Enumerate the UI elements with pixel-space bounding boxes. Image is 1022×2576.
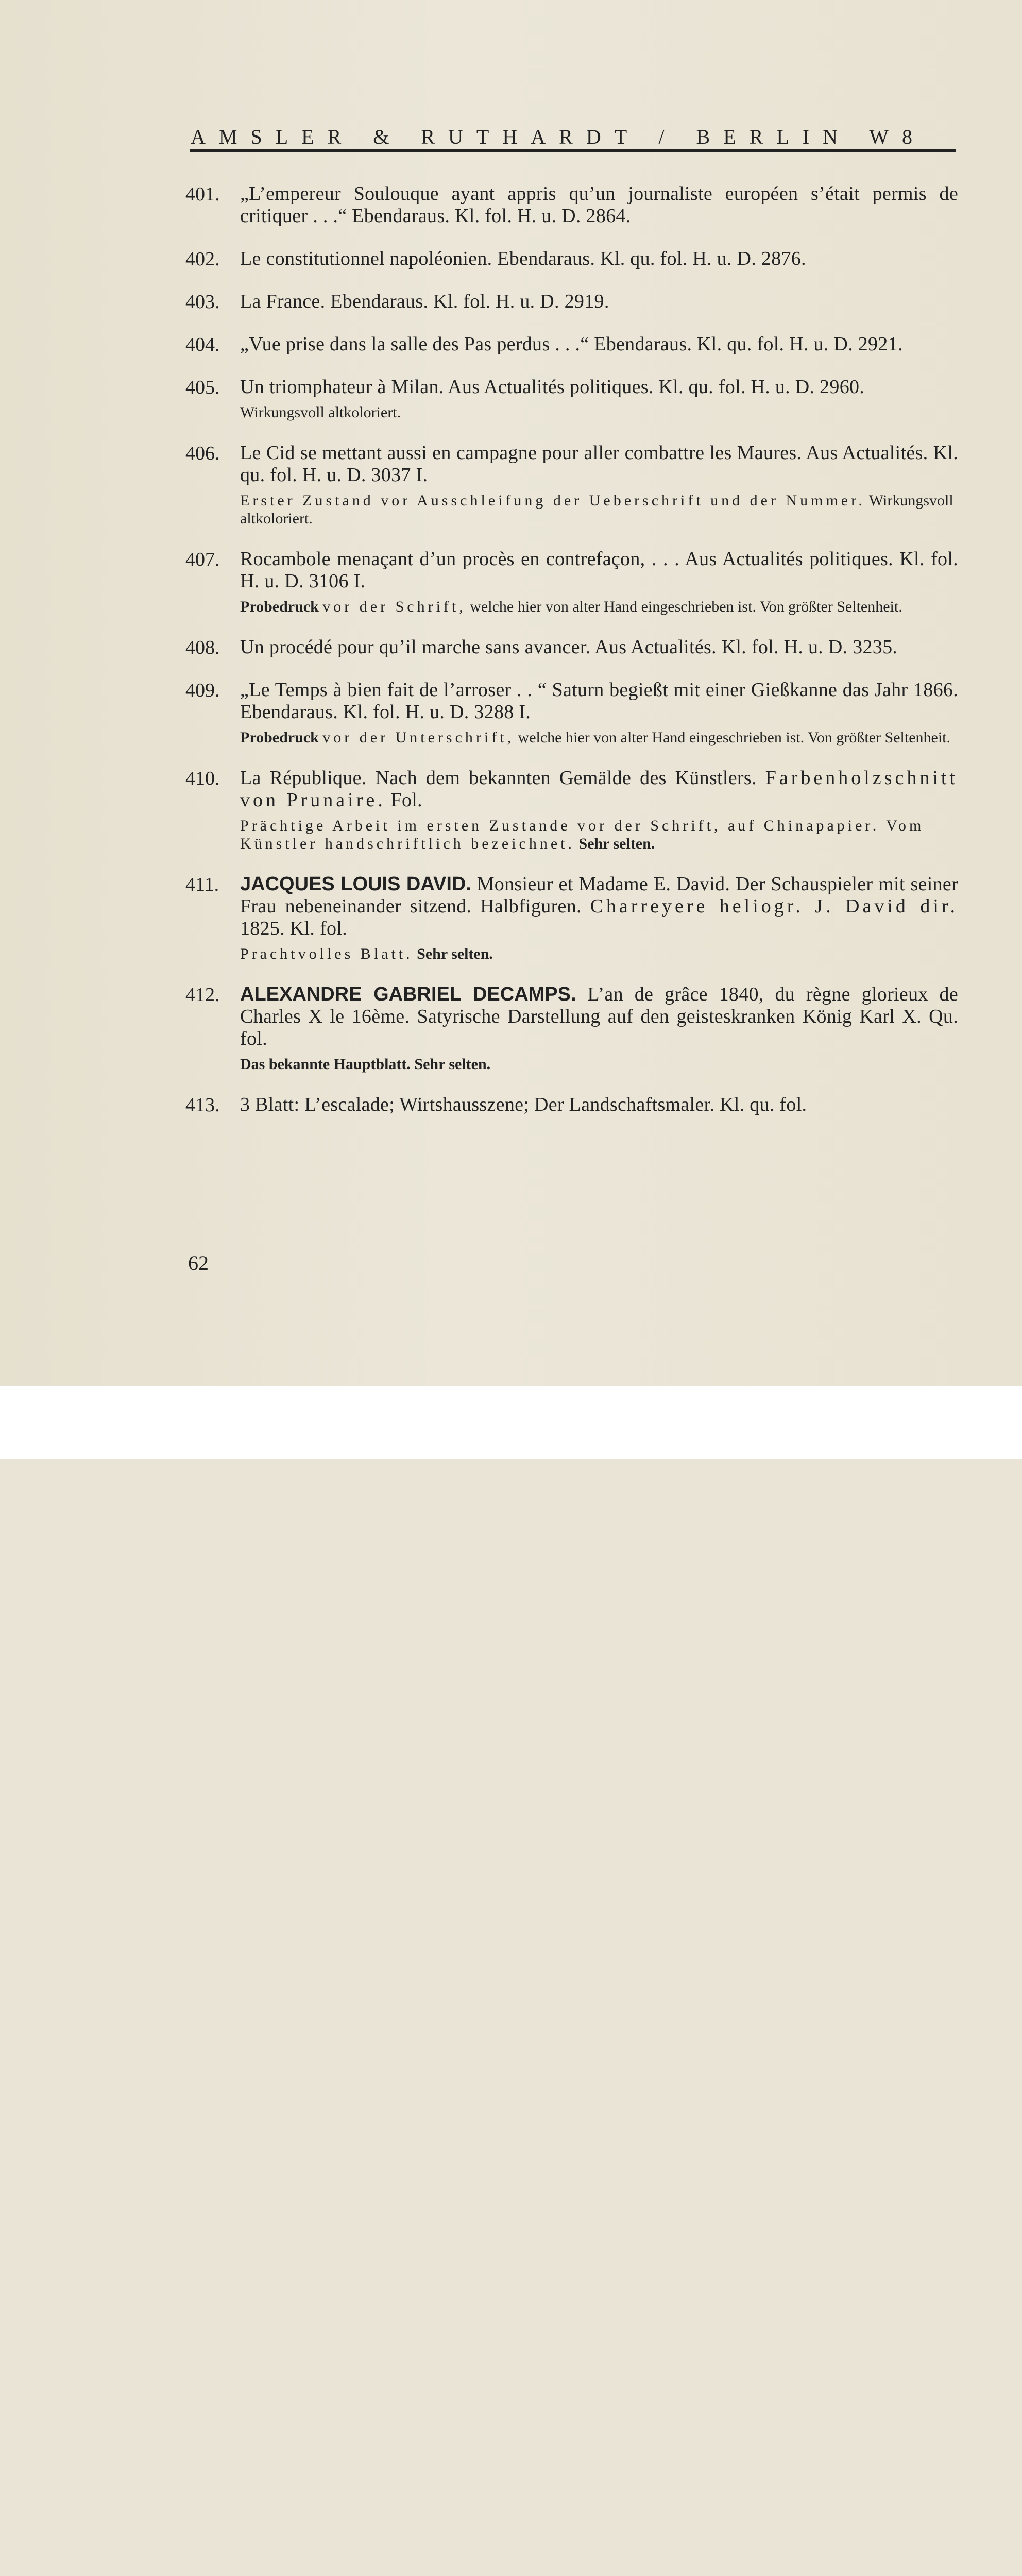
entry-text [240,873,958,940]
entry-spaced-text: Charreyere heliogr. J. David dir. [590,895,958,917]
entry-text: La France. Ebendaraus. Kl. fol. H. u. D. 2919. [240,291,609,312]
entry-main-text: L’an de grâce 1840, du règne glorieux de Charles X le 16ème. Satyrische Darstellung auf den geisteskranken König Karl X. Qu. fol. [240,984,958,1049]
note-spaced-text: Erster Zustand vor Ausschleifung der Ueberschrift und der Nummer. [240,492,865,509]
note-text: welche hier von alter Hand eingeschrieben ist. Von größter Seltenheit. [518,729,951,746]
catalog-entry [185,333,958,355]
note-spaced-text: vor der Unterschrift, [322,729,515,746]
catalog-entry [185,291,958,313]
artist-name: JACQUES LOUIS DAVID. [240,873,471,895]
entry-number: 401. [185,183,220,205]
note-spaced-text: vor der Schrift, [322,598,466,615]
note-text: Wirkungsvoll altkoloriert. [240,404,401,421]
note-text: Das bekannte Hauptblatt. Sehr selten. [240,1056,491,1073]
entry-text: Un procédé pour qu’il marche sans avancer. Aus Actualités. Kl. fol. H. u. D. 3235. [240,636,898,658]
entry-text: Le constitutionnel napoléonien. Ebendaraus. Kl. qu. fol. H. u. D. 2876. [240,248,806,269]
entry-note [240,598,958,616]
entry-note [240,945,958,963]
entry-note [240,817,958,853]
artist-name: ALEXANDRE GABRIEL DECAMPS. [240,984,576,1005]
entry-number: 411. [185,874,219,895]
entry-number: 410. [185,768,220,789]
catalog-entries [185,183,958,1137]
entry-note [240,728,958,747]
entry-text: Un triomphateur à Milan. Aus Actualités politiques. Kl. qu. fol. H. u. D. 2960. [240,376,865,398]
entry-number: 407. [185,549,220,570]
entry-text [240,984,958,1050]
entry-text: Le Cid se mettant aussi en campagne pour aller combattre les Maures. Aus Actualités. Kl. qu. fol. H. u. D. 3037 I. [240,442,958,486]
note-spaced-text: Prächtige Arbeit im ersten Zustande vor der Schrift, auf Chinapapier. Vom Künstler handschriftlich bezeichnet. [240,817,925,852]
page-number: 62 [188,1251,209,1275]
footer-bar [0,1386,1022,1459]
catalog-entry [185,183,958,227]
entry-number: 412. [185,984,220,1006]
entry-end-text: Fol. [390,789,422,811]
note-text: welche hier von alter Hand eingeschrieben ist. Von größter Seltenheit. [470,598,902,615]
entry-text: „Vue prise dans la salle des Pas perdus . . .“ Ebendaraus. Kl. qu. fol. H. u. D. 2921. [240,333,903,355]
catalog-entry [185,984,958,1073]
entry-number: 413. [185,1094,220,1116]
note-lead: Probedruck [240,598,319,615]
note-text: Sehr selten. [578,835,655,852]
entry-number: 404. [185,334,220,355]
entry-main-text: La République. Nach dem bekannten Gemälde des Künstlers. [240,767,757,789]
entry-number: 402. [185,248,220,270]
note-text: Sehr selten. [417,945,493,962]
note-lead: Probedruck [240,729,319,746]
entry-end-text: 1825. Kl. fol. [240,918,347,939]
entry-text: Rocambole menaçant d’un procès en contrefaçon, . . . Aus Actualités politiques. Kl. fol. H. u. D. 3106 I. [240,548,958,592]
catalog-entry [185,767,958,853]
note-spaced-text: Prachtvolles Blatt. [240,945,413,962]
entry-text: „L’empereur Soulouque ayant appris qu’un journaliste européen s’était permis de critiquer . . .“ Ebendaraus. Kl. fol. H. u. D. 2864. [240,183,958,227]
entry-number: 403. [185,291,220,313]
catalog-entry [185,1094,958,1116]
catalog-entry [185,548,958,616]
entry-note [240,1055,958,1073]
catalog-entry [185,679,958,747]
catalog-entry [185,636,958,658]
entry-number: 405. [185,377,220,398]
entry-main-text: Monsieur et Madame E. David. Der Schauspieler mit seiner Frau nebeneinander sitzend. Halbfiguren. [240,873,958,917]
entry-text [240,767,958,811]
entry-spaced-text: Farbenholzschnitt von Prunaire. [240,767,958,811]
entry-number: 406. [185,443,220,464]
catalog-entry [185,248,958,270]
catalog-entry [185,376,958,421]
entry-note [240,492,958,528]
header-rule [190,149,956,152]
entry-number: 408. [185,637,220,658]
publisher-header: AMSLER & RUTHARDT / BERLIN W8 [191,125,926,148]
entry-note [240,403,958,421]
note-text: Wirkungsvoll altkoloriert. [240,492,953,527]
catalog-entry [185,442,958,528]
entry-number: 409. [185,680,220,701]
entry-text: 3 Blatt: L’escalade; Wirtshausszene; Der Landschaftsmaler. Kl. qu. fol. [240,1094,807,1115]
entry-text: „Le Temps à bien fait de l’arroser . . “ Saturn begießt mit einer Gießkanne das Jahr 1866. Ebendaraus. Kl. fol. H. u. D. 3288 I. [240,679,958,723]
catalog-entry [185,873,958,963]
